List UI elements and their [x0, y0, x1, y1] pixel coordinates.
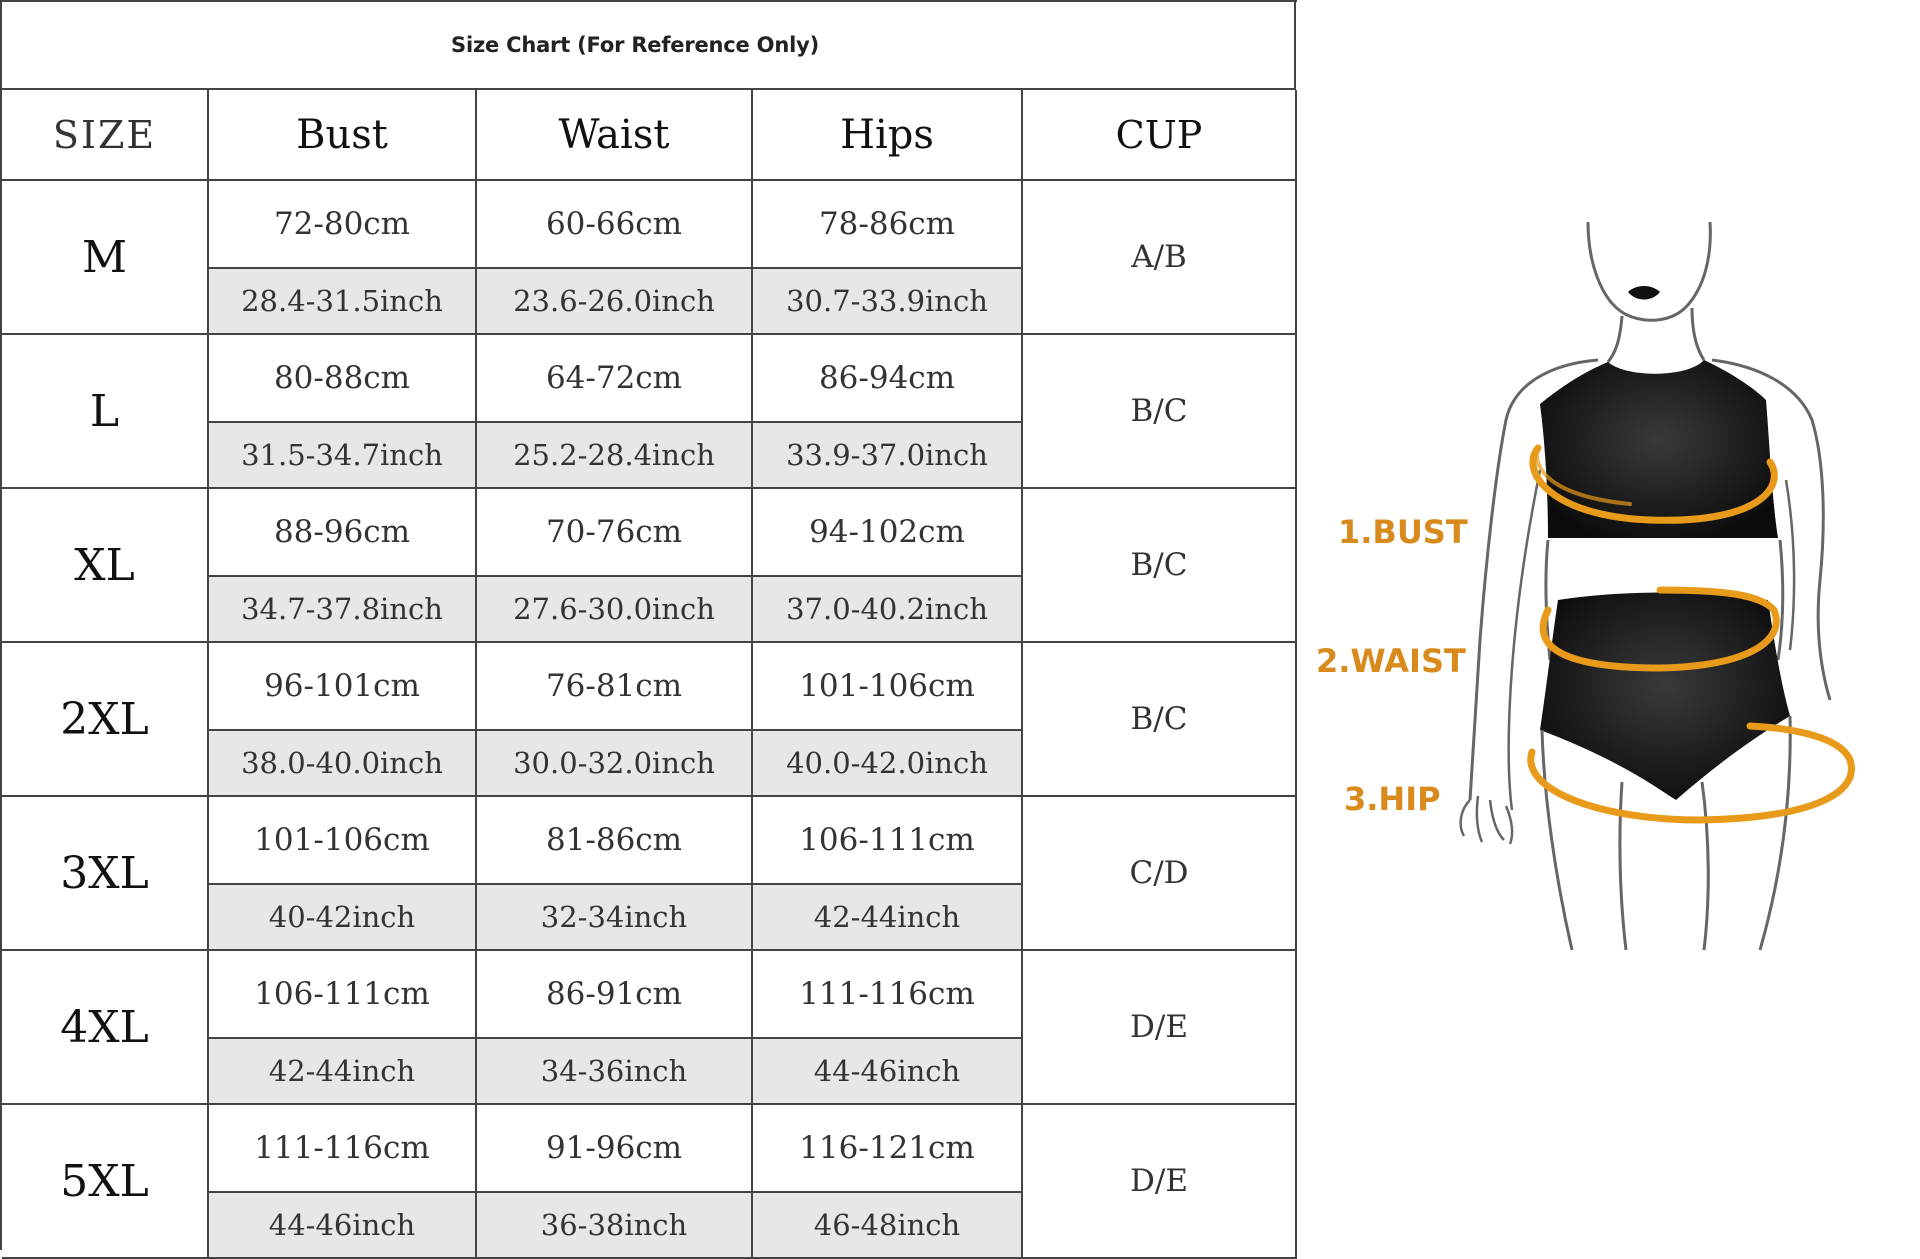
header-bust: Bust [208, 90, 476, 180]
hips-cm: 116-121cm [752, 1104, 1022, 1192]
bust-inch: 28.4-31.5inch [208, 268, 476, 334]
size-label: 4XL [2, 950, 208, 1104]
neck-right-line [1692, 308, 1704, 360]
table-row [2, 488, 1296, 576]
header-waist: Waist [476, 90, 752, 180]
size-label: 3XL [2, 796, 208, 950]
waist-inch: 23.6-26.0inch [476, 268, 752, 334]
waist-inch: 30.0-32.0inch [476, 730, 752, 796]
hips-cm: 101-106cm [752, 642, 1022, 730]
hips-inch: 44-46inch [752, 1038, 1022, 1104]
cup-value: B/C [1022, 334, 1296, 488]
hips-cm: 106-111cm [752, 796, 1022, 884]
bust-cm: 88-96cm [208, 488, 476, 576]
face-outline [1588, 222, 1710, 320]
left-leg-outer [1542, 730, 1572, 950]
table-row [2, 642, 1296, 730]
waist-cm: 81-86cm [476, 796, 752, 884]
size-label: XL [2, 488, 208, 642]
table-row [2, 1104, 1296, 1192]
bust-inch: 34.7-37.8inch [208, 576, 476, 642]
hips-inch: 40.0-42.0inch [752, 730, 1022, 796]
cup-value: D/E [1022, 950, 1296, 1104]
bust-cm: 80-88cm [208, 334, 476, 422]
bust-cm: 96-101cm [208, 642, 476, 730]
hips-inch: 46-48inch [752, 1192, 1022, 1258]
left-leg-inner [1620, 782, 1626, 950]
cup-value: B/C [1022, 642, 1296, 796]
waist-label: 2.WAIST [1316, 642, 1466, 680]
hips-cm: 78-86cm [752, 180, 1022, 268]
size-label: M [2, 180, 208, 334]
hips-inch: 30.7-33.9inch [752, 268, 1022, 334]
waist-inch: 32-34inch [476, 884, 752, 950]
hips-inch: 33.9-37.0inch [752, 422, 1022, 488]
size-label: 2XL [2, 642, 208, 796]
table-row [2, 796, 1296, 884]
header-cup: CUP [1022, 90, 1296, 180]
left-hand-outline [1461, 796, 1512, 844]
size-label: L [2, 334, 208, 488]
right-leg-inner [1702, 782, 1708, 950]
header-hips: Hips [752, 90, 1022, 180]
waist-cm: 86-91cm [476, 950, 752, 1038]
size-table [2, 90, 1297, 1259]
table-row [2, 180, 1296, 268]
waist-inch: 36-38inch [476, 1192, 752, 1258]
cup-value: D/E [1022, 1104, 1296, 1258]
waist-cm: 91-96cm [476, 1104, 752, 1192]
chart-title: Size Chart (For Reference Only) [451, 33, 819, 57]
neck-left-line [1608, 316, 1622, 362]
left-arm-inner [1509, 470, 1540, 810]
bust-inch: 31.5-34.7inch [208, 422, 476, 488]
cup-value: C/D [1022, 796, 1296, 950]
bust-cm: 106-111cm [208, 950, 476, 1038]
bust-cm: 101-106cm [208, 796, 476, 884]
bust-cm: 72-80cm [208, 180, 476, 268]
hips-cm: 86-94cm [752, 334, 1022, 422]
hips-inch: 42-44inch [752, 884, 1022, 950]
title-row [2, 2, 1296, 90]
hip-label: 3.HIP [1344, 780, 1441, 818]
waist-cm: 64-72cm [476, 334, 752, 422]
bust-inch: 44-46inch [208, 1192, 476, 1258]
measurement-figure [1300, 0, 1920, 1250]
body-illustration [1300, 0, 1920, 1250]
table-row [2, 334, 1296, 422]
bust-label: 1.BUST [1338, 513, 1468, 551]
lips-icon [1628, 286, 1660, 300]
waist-cm: 70-76cm [476, 488, 752, 576]
hips-inch: 37.0-40.2inch [752, 576, 1022, 642]
bottom-garment [1540, 593, 1790, 801]
bust-cm: 111-116cm [208, 1104, 476, 1192]
bust-inch: 42-44inch [208, 1038, 476, 1104]
waist-inch: 34-36inch [476, 1038, 752, 1104]
bust-inch: 38.0-40.0inch [208, 730, 476, 796]
torso-right-line [1778, 540, 1783, 660]
waist-cm: 76-81cm [476, 642, 752, 730]
hips-cm: 111-116cm [752, 950, 1022, 1038]
waist-inch: 27.6-30.0inch [476, 576, 752, 642]
waist-inch: 25.2-28.4inch [476, 422, 752, 488]
hips-cm: 94-102cm [752, 488, 1022, 576]
right-arm-inner [1786, 480, 1794, 650]
cup-value: A/B [1022, 180, 1296, 334]
header-size: SIZE [2, 90, 208, 180]
table-row [2, 950, 1296, 1038]
header-row [2, 90, 1296, 180]
waist-cm: 60-66cm [476, 180, 752, 268]
right-leg-outer [1760, 716, 1790, 950]
bust-inch: 40-42inch [208, 884, 476, 950]
size-label: 5XL [2, 1104, 208, 1258]
cup-value: B/C [1022, 488, 1296, 642]
